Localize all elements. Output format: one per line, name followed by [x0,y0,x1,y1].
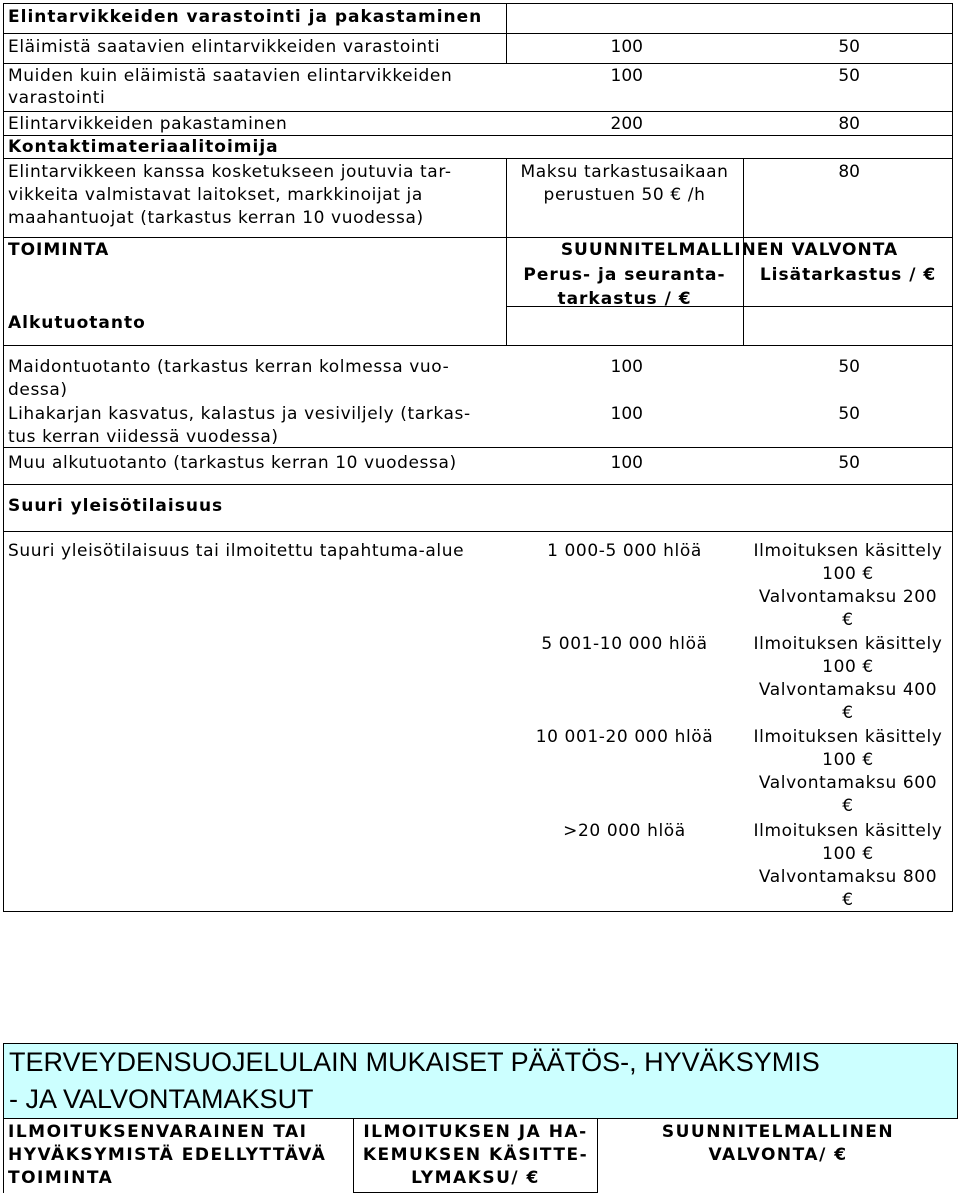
divider [3,63,953,64]
divider [3,1118,353,1119]
perus-heading: tarkastus / € [557,289,692,309]
footer-col-header: TOIMINTA [8,1168,114,1188]
footer-col-header: ILMOITUKSENVARAINEN TAI [8,1122,308,1142]
valvonta-heading: SUUNNITELMALLINEN VALVONTA [560,240,899,260]
fee-value: 200 [610,114,643,134]
fee-value: 50 [838,66,860,86]
divider [3,237,953,238]
tier-size: >20 000 hlöä [563,821,686,841]
tier-fee: Valvontamaksu 600 [758,773,938,793]
divider [3,484,953,485]
tier-fee: Ilmoituksen käsittely [753,727,943,747]
divider [3,111,953,112]
row-label: Lihakarjan kasvatus, kalastus ja vesiviljely (tarkas- [8,404,471,424]
events-heading: Suuri yleisötilaisuus [8,496,224,516]
fee-note: Maksu tarkastusaikaan [520,162,729,182]
perus-heading: Perus- ja seuranta- [523,265,726,285]
row-label: vikkeita valmistavat laitokset, markkinoijat ja [8,185,423,205]
tier-fee: € [842,890,854,910]
banner-title: - JA VALVONTAMAKSUT [9,1084,314,1114]
row-label: Elintarvikkeen kanssa kosketukseen joutuvia tar- [8,162,452,182]
tier-size: 1 000-5 000 hlöä [547,541,702,561]
row-label: Muiden kuin eläimistä saatavien elintarvikkeiden [8,66,453,86]
tier-fee: 100 € [822,657,874,677]
tier-fee: € [842,703,854,723]
tier-fee: Ilmoituksen käsittely [753,821,943,841]
fee-value: 50 [838,404,860,424]
divider [3,1118,4,1193]
footer-col-header: ILMOITUKSEN JA HA- [363,1122,588,1142]
alkutuotanto-heading: Alkutuotanto [8,313,146,333]
tier-fee: 100 € [822,750,874,770]
fee-value: 80 [838,162,860,182]
tier-fee: Valvontamaksu 800 [758,867,938,887]
fee-value: 100 [610,404,643,424]
section-title: Kontaktimateriaalitoimija [8,137,279,157]
tier-fee: Valvontamaksu 200 [758,587,938,607]
fee-value: 100 [610,453,643,473]
tier-size: 10 001-20 000 hlöä [535,727,714,747]
tier-size: 5 001-10 000 hlöä [541,634,708,654]
fee-value: 100 [610,37,643,57]
lisa-heading: Lisätarkastus / € [759,265,937,285]
fee-note: perustuen 50 € /h [543,185,706,205]
tier-fee: 100 € [822,564,874,584]
fee-value: 100 [610,66,643,86]
section-title: Elintarvikkeiden varastointi ja pakastaminen [8,7,483,27]
tier-fee: Ilmoituksen käsittely [753,541,943,561]
footer-col-header: HYVÄKSYMISTÄ EDELLYTTÄVÄ [8,1145,327,1165]
divider [3,345,953,346]
fee-value: 80 [838,114,860,134]
row-label: Muu alkutuotanto (tarkastus kerran 10 vuodessa) [8,453,457,473]
row-label: varastointi [8,88,106,108]
footer-col-header: SUUNNITELMALLINEN [661,1122,895,1142]
toiminta-heading: TOIMINTA [8,240,110,260]
events-label: Suuri yleisötilaisuus tai ilmoitettu tapahtuma-alue [8,541,465,561]
row-label: tus kerran viidessä vuodessa) [8,427,279,447]
footer-col-header: VALVONTA/ € [708,1145,848,1165]
row-label: Maidontuotanto (tarkastus kerran kolmessa vuo- [8,357,450,377]
fee-value: 100 [610,357,643,377]
row-label: Elintarvikkeiden pakastaminen [8,114,288,134]
footer-col-header: KEMUKSEN KÄSITTE- [362,1145,589,1165]
tier-fee: € [842,796,854,816]
divider [3,531,953,532]
fee-value: 50 [838,453,860,473]
row-label: dessa) [8,380,68,400]
tier-fee: Valvontamaksu 400 [758,680,938,700]
tier-fee: Ilmoituksen käsittely [753,634,943,654]
tier-fee: 100 € [822,844,874,864]
row-label: Eläimistä saatavien elintarvikkeiden varastointi [8,37,441,57]
divider [3,33,953,34]
tier-fee: € [842,610,854,630]
banner-title: TERVEYDENSUOJELULAIN MUKAISET PÄÄTÖS-, HYVÄKSYMIS [9,1047,820,1077]
divider [598,1118,958,1119]
fee-value: 50 [838,357,860,377]
row-label: maahantuojat (tarkastus kerran 10 vuodessa) [8,208,424,228]
fee-value: 50 [838,37,860,57]
footer-col-header: LYMAKSU/ € [411,1168,540,1188]
